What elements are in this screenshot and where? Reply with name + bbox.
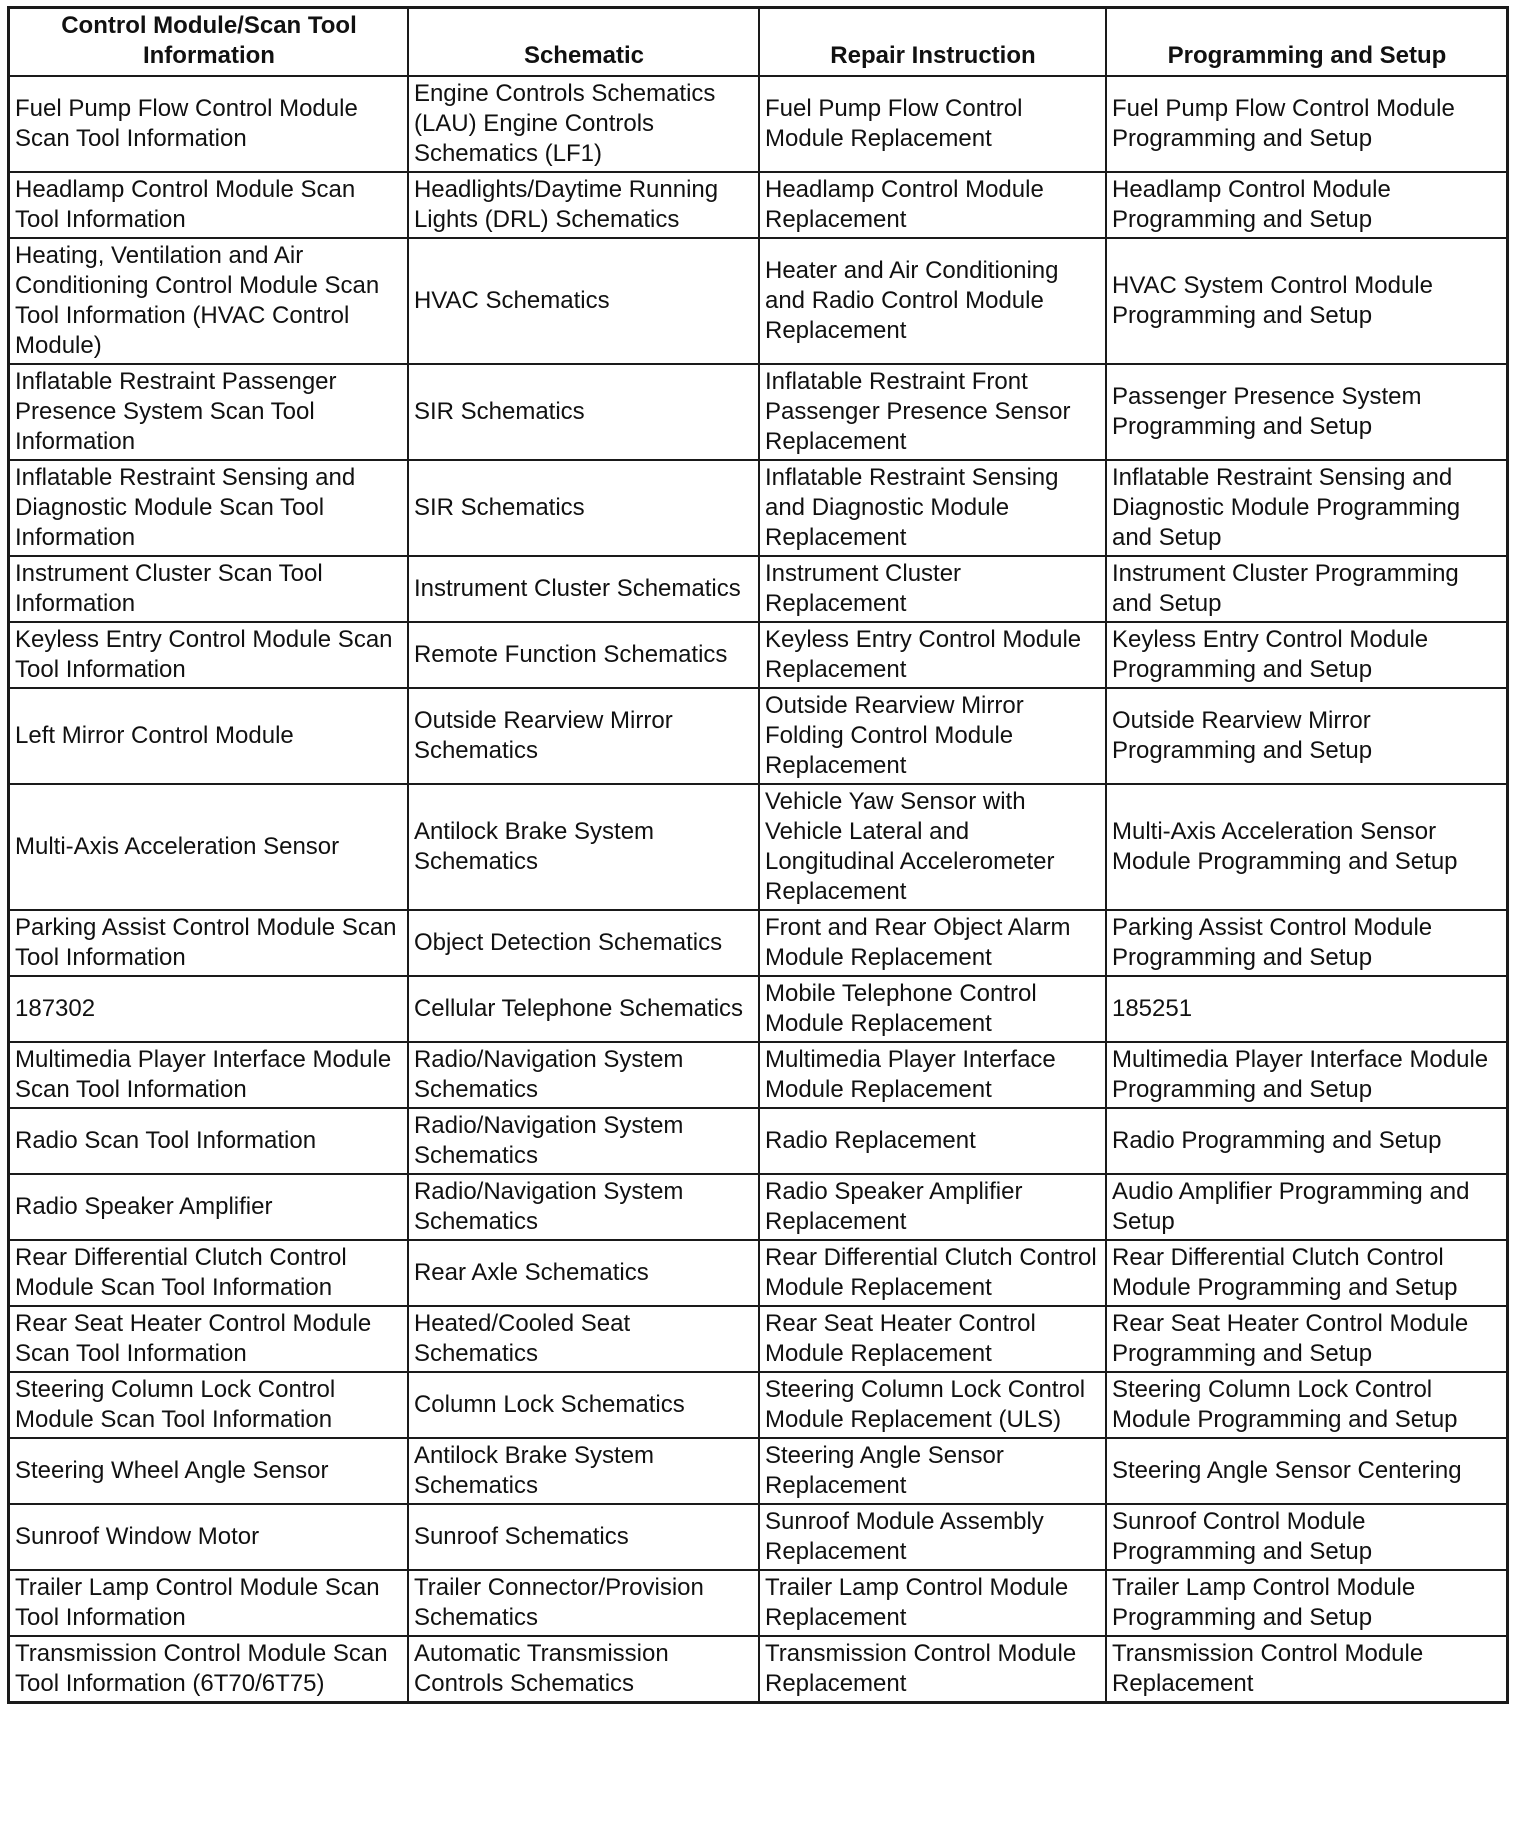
cell-programming-setup: Steering Angle Sensor Centering [1106, 1438, 1508, 1504]
table-row [9, 1504, 1508, 1570]
cell-control-module: Radio Speaker Amplifier [9, 1174, 408, 1240]
header-row [9, 8, 1508, 77]
cell-programming-setup: Steering Column Lock Control Module Programming and Setup [1106, 1372, 1508, 1438]
reference-table [7, 6, 1509, 1704]
cell-programming-setup: 185251 [1106, 976, 1508, 1042]
cell-control-module: Sunroof Window Motor [9, 1504, 408, 1570]
header-repair-instruction: Repair Instruction [759, 8, 1106, 77]
cell-programming-setup: Multi-Axis Acceleration Sensor Module Programming and Setup [1106, 784, 1508, 910]
cell-repair-instruction: Steering Column Lock Control Module Replacement (ULS) [759, 1372, 1106, 1438]
cell-schematic: Cellular Telephone Schematics [408, 976, 759, 1042]
cell-control-module: Steering Column Lock Control Module Scan Tool Information [9, 1372, 408, 1438]
cell-schematic: HVAC Schematics [408, 238, 759, 364]
cell-schematic: Radio/Navigation System Schematics [408, 1174, 759, 1240]
cell-schematic: Rear Axle Schematics [408, 1240, 759, 1306]
table-row [9, 1042, 1508, 1108]
cell-programming-setup: Multimedia Player Interface Module Programming and Setup [1106, 1042, 1508, 1108]
cell-programming-setup: Transmission Control Module Replacement [1106, 1636, 1508, 1703]
cell-repair-instruction: Fuel Pump Flow Control Module Replacement [759, 76, 1106, 172]
cell-repair-instruction: Steering Angle Sensor Replacement [759, 1438, 1106, 1504]
cell-control-module: 187302 [9, 976, 408, 1042]
cell-repair-instruction: Inflatable Restraint Sensing and Diagnostic Module Replacement [759, 460, 1106, 556]
cell-repair-instruction: Instrument Cluster Replacement [759, 556, 1106, 622]
header-programming-setup: Programming and Setup [1106, 8, 1508, 77]
cell-schematic: Instrument Cluster Schematics [408, 556, 759, 622]
table-row [9, 1108, 1508, 1174]
cell-schematic: Heated/Cooled Seat Schematics [408, 1306, 759, 1372]
cell-control-module: Multimedia Player Interface Module Scan Tool Information [9, 1042, 408, 1108]
cell-schematic: Antilock Brake System Schematics [408, 1438, 759, 1504]
cell-repair-instruction: Front and Rear Object Alarm Module Replacement [759, 910, 1106, 976]
cell-repair-instruction: Outside Rearview Mirror Folding Control Module Replacement [759, 688, 1106, 784]
cell-schematic: Headlights/Daytime Running Lights (DRL) Schematics [408, 172, 759, 238]
table-row [9, 910, 1508, 976]
cell-control-module: Heating, Ventilation and Air Conditioning Control Module Scan Tool Information (HVAC Control Module) [9, 238, 408, 364]
table-row [9, 1306, 1508, 1372]
cell-schematic: Automatic Transmission Controls Schematics [408, 1636, 759, 1703]
cell-control-module: Inflatable Restraint Sensing and Diagnostic Module Scan Tool Information [9, 460, 408, 556]
cell-repair-instruction: Heater and Air Conditioning and Radio Control Module Replacement [759, 238, 1106, 364]
cell-control-module: Parking Assist Control Module Scan Tool Information [9, 910, 408, 976]
table-row [9, 556, 1508, 622]
cell-repair-instruction: Keyless Entry Control Module Replacement [759, 622, 1106, 688]
cell-control-module: Fuel Pump Flow Control Module Scan Tool Information [9, 76, 408, 172]
cell-schematic: Column Lock Schematics [408, 1372, 759, 1438]
table-row [9, 172, 1508, 238]
table-row [9, 76, 1508, 172]
cell-programming-setup: Instrument Cluster Programming and Setup [1106, 556, 1508, 622]
cell-repair-instruction: Trailer Lamp Control Module Replacement [759, 1570, 1106, 1636]
cell-repair-instruction: Mobile Telephone Control Module Replacement [759, 976, 1106, 1042]
cell-repair-instruction: Sunroof Module Assembly Replacement [759, 1504, 1106, 1570]
table-row [9, 1438, 1508, 1504]
table-row [9, 1570, 1508, 1636]
cell-repair-instruction: Vehicle Yaw Sensor with Vehicle Lateral and Longitudinal Accelerometer Replacement [759, 784, 1106, 910]
cell-programming-setup: HVAC System Control Module Programming and Setup [1106, 238, 1508, 364]
cell-schematic: SIR Schematics [408, 460, 759, 556]
cell-schematic: Sunroof Schematics [408, 1504, 759, 1570]
cell-programming-setup: Trailer Lamp Control Module Programming and Setup [1106, 1570, 1508, 1636]
cell-control-module: Left Mirror Control Module [9, 688, 408, 784]
table-row [9, 1174, 1508, 1240]
header-control-module: Control Module/Scan Tool Information [9, 8, 408, 77]
cell-control-module: Steering Wheel Angle Sensor [9, 1438, 408, 1504]
cell-control-module: Multi-Axis Acceleration Sensor [9, 784, 408, 910]
cell-programming-setup: Rear Seat Heater Control Module Programming and Setup [1106, 1306, 1508, 1372]
header-schematic: Schematic [408, 8, 759, 77]
table-row [9, 1372, 1508, 1438]
cell-schematic: SIR Schematics [408, 364, 759, 460]
cell-programming-setup: Audio Amplifier Programming and Setup [1106, 1174, 1508, 1240]
cell-control-module: Trailer Lamp Control Module Scan Tool Information [9, 1570, 408, 1636]
cell-schematic: Object Detection Schematics [408, 910, 759, 976]
table-row [9, 364, 1508, 460]
cell-schematic: Radio/Navigation System Schematics [408, 1042, 759, 1108]
cell-control-module: Keyless Entry Control Module Scan Tool Information [9, 622, 408, 688]
cell-programming-setup: Fuel Pump Flow Control Module Programming and Setup [1106, 76, 1508, 172]
cell-schematic: Remote Function Schematics [408, 622, 759, 688]
cell-schematic: Outside Rearview Mirror Schematics [408, 688, 759, 784]
cell-programming-setup: Rear Differential Clutch Control Module Programming and Setup [1106, 1240, 1508, 1306]
cell-repair-instruction: Headlamp Control Module Replacement [759, 172, 1106, 238]
cell-repair-instruction: Radio Replacement [759, 1108, 1106, 1174]
cell-control-module: Transmission Control Module Scan Tool Information (6T70/6T75) [9, 1636, 408, 1703]
cell-control-module: Instrument Cluster Scan Tool Information [9, 556, 408, 622]
cell-repair-instruction: Radio Speaker Amplifier Replacement [759, 1174, 1106, 1240]
cell-control-module: Rear Seat Heater Control Module Scan Tool Information [9, 1306, 408, 1372]
cell-repair-instruction: Transmission Control Module Replacement [759, 1636, 1106, 1703]
cell-schematic: Engine Controls Schematics (LAU) Engine Controls Schematics (LF1) [408, 76, 759, 172]
cell-programming-setup: Headlamp Control Module Programming and Setup [1106, 172, 1508, 238]
cell-control-module: Inflatable Restraint Passenger Presence System Scan Tool Information [9, 364, 408, 460]
table-row [9, 622, 1508, 688]
table-row [9, 976, 1508, 1042]
table-body [9, 76, 1508, 1703]
cell-programming-setup: Parking Assist Control Module Programming and Setup [1106, 910, 1508, 976]
cell-repair-instruction: Rear Seat Heater Control Module Replacement [759, 1306, 1106, 1372]
cell-programming-setup: Keyless Entry Control Module Programming and Setup [1106, 622, 1508, 688]
cell-repair-instruction: Rear Differential Clutch Control Module Replacement [759, 1240, 1106, 1306]
table-row [9, 1240, 1508, 1306]
table-row [9, 460, 1508, 556]
cell-programming-setup: Passenger Presence System Programming and Setup [1106, 364, 1508, 460]
cell-repair-instruction: Inflatable Restraint Front Passenger Presence Sensor Replacement [759, 364, 1106, 460]
cell-schematic: Trailer Connector/Provision Schematics [408, 1570, 759, 1636]
cell-programming-setup: Sunroof Control Module Programming and Setup [1106, 1504, 1508, 1570]
cell-control-module: Headlamp Control Module Scan Tool Information [9, 172, 408, 238]
cell-schematic: Antilock Brake System Schematics [408, 784, 759, 910]
table-row [9, 1636, 1508, 1703]
cell-control-module: Radio Scan Tool Information [9, 1108, 408, 1174]
table-row [9, 688, 1508, 784]
table-header [9, 8, 1508, 77]
cell-schematic: Radio/Navigation System Schematics [408, 1108, 759, 1174]
cell-programming-setup: Inflatable Restraint Sensing and Diagnostic Module Programming and Setup [1106, 460, 1508, 556]
table-row [9, 238, 1508, 364]
cell-control-module: Rear Differential Clutch Control Module Scan Tool Information [9, 1240, 408, 1306]
cell-programming-setup: Outside Rearview Mirror Programming and Setup [1106, 688, 1508, 784]
cell-repair-instruction: Multimedia Player Interface Module Replacement [759, 1042, 1106, 1108]
cell-programming-setup: Radio Programming and Setup [1106, 1108, 1508, 1174]
table-row [9, 784, 1508, 910]
